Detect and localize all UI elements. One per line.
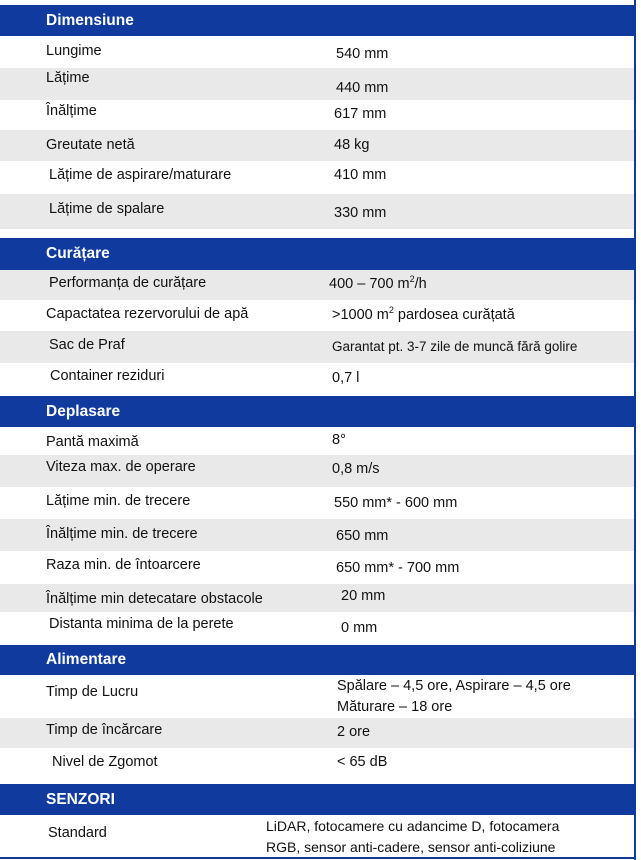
spec-row [0,487,636,519]
spec-label: Distanta minima de la perete [49,616,234,632]
spec-value [332,307,515,323]
section-title: Curățare [46,245,110,262]
spec-value: 440 mm [336,80,389,96]
spec-row [0,519,636,551]
spec-value: 330 mm [334,205,387,221]
spec-row [0,612,636,643]
spec-row [0,675,636,718]
spec-label: Pantă maximă [46,434,139,450]
spec-label: Viteza max. de operare [46,459,196,475]
section-header-alimentare [0,645,636,675]
spec-row [0,270,636,300]
spec-row [0,551,636,584]
superscript: 2 [409,274,415,285]
spec-value: 540 mm [336,46,389,62]
spec-label: Lățime min. de trecere [46,493,191,509]
spec-value: 617 mm [334,106,387,122]
spec-value: 410 mm [334,167,387,183]
spec-row [0,455,636,487]
spec-value [337,676,571,718]
spec-label: Raza min. de întoarcere [46,557,201,573]
value-line: RGB, sensor anti-cadere, sensor anti-coliziune [266,839,556,855]
spec-value: 8° [332,432,346,448]
value-line: Măturare – 18 ore [337,699,453,715]
spec-row [0,584,636,612]
spec-value [329,276,427,292]
spec-label: Greutate netă [46,137,135,153]
value-text: 400 – 700 m [329,276,410,292]
spec-label: Nivel de Zgomot [52,754,158,770]
section-title: SENZORI [46,790,115,808]
spec-row [0,130,636,161]
spec-label: Lățime [46,70,90,86]
superscript: 2 [388,305,394,316]
spec-row [0,100,636,130]
section-title: Deplasare [46,402,121,420]
spec-row [0,718,636,748]
value-line: LiDAR, fotocamere cu adancime D, fotocamera [266,818,560,834]
spec-row [0,161,636,194]
table-bottom-border [0,857,636,859]
spec-label: Standard [48,825,107,841]
spec-row [0,815,636,857]
spec-row [0,331,636,363]
spec-label: Înălțime min. de trecere [46,526,198,542]
spec-label: Container reziduri [50,368,165,384]
section-header-senzori [0,784,636,815]
spec-row [0,363,636,393]
spec-label: Lungime [46,43,102,59]
spec-label: Timp de Lucru [46,684,139,700]
spec-value: 550 mm* - 600 mm [334,495,458,511]
spec-value: 650 mm* - 700 mm [336,560,460,576]
spec-row [0,427,636,455]
value-line: Spălare – 4,5 ore, Aspirare – 4,5 ore [337,678,571,694]
spec-row [0,748,636,780]
spec-value: 650 mm [336,528,389,544]
section-title: Alimentare [46,651,127,668]
spec-value: 0 mm [341,620,378,636]
spec-label: Performanța de curățare [49,275,207,291]
section-header-curatare [0,238,636,270]
spec-value [266,816,559,858]
spec-row [0,300,636,331]
value-text: pardosea curățată [393,307,515,323]
spec-value: 20 mm [341,588,386,604]
spec-value: 0,7 l [332,370,360,386]
spec-label: Sac de Praf [49,337,125,353]
spec-label: Lățime de aspirare/maturare [49,167,232,183]
section-header-deplasare [0,396,636,427]
spec-label: Capactatea rezervorului de apă [46,306,249,322]
value-text: /h [414,276,427,292]
spec-value: Garantat pt. 3-7 zile de muncă fără golire [332,339,578,354]
spec-row [0,194,636,229]
section-title: Dimensiune [46,11,134,29]
spec-value: 0,8 m/s [332,461,380,477]
spec-row [0,68,636,100]
spec-value: 48 kg [334,137,370,153]
spec-value: 2 ore [337,724,371,740]
spec-label: Înălțime [46,103,97,119]
spec-row [0,36,636,68]
section-header-dimensiune [0,5,636,36]
spec-value: < 65 dB [337,754,388,770]
spec-label: Timp de încărcare [46,722,163,738]
spec-label: Lățime de spalare [49,201,165,217]
spec-label: Înălțime min detecatare obstacole [46,591,263,607]
value-text: >1000 m [332,307,389,323]
